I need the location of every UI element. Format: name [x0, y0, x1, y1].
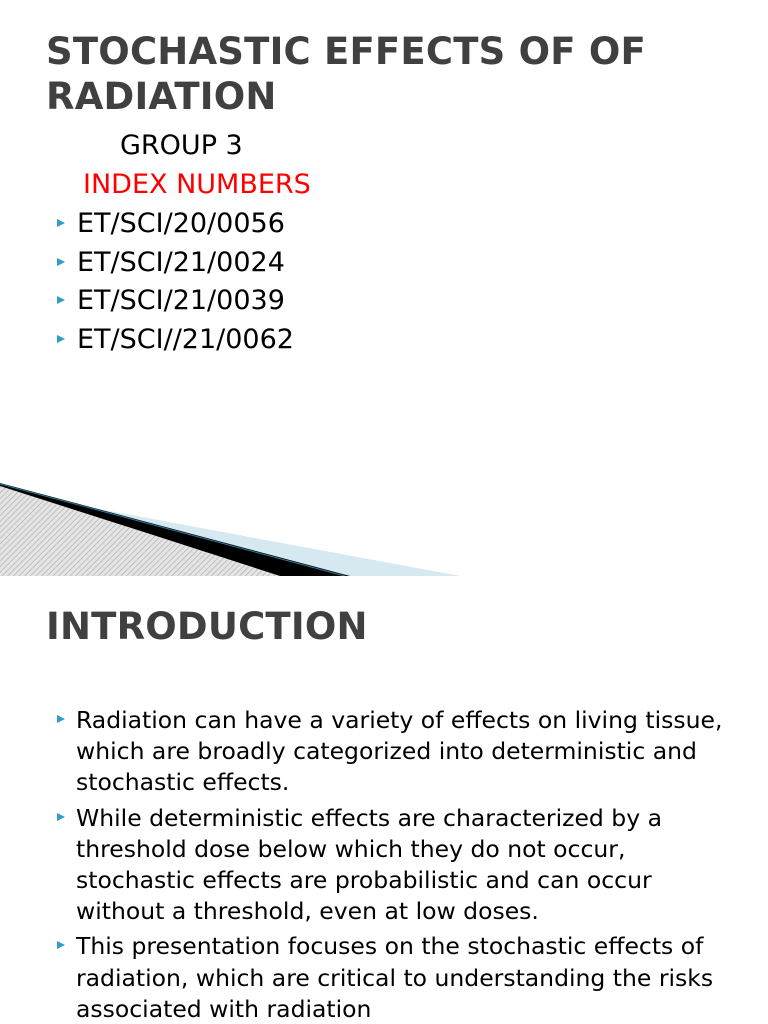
index-number: ET/SCI/21/0039	[77, 285, 285, 317]
slide-title: STOCHASTIC EFFECTS OF OF RADIATION	[46, 30, 646, 118]
index-number: ET/SCI/21/0024	[77, 246, 285, 278]
decorative-corner-swoosh	[0, 470, 460, 576]
list-item	[0, 245, 294, 284]
bullet-text: This presentation focuses on the stochastic effects of radiation, which are critical to understanding the risks associated with radiation	[76, 932, 714, 1023]
index-number: ET/SCI//21/0062	[77, 324, 294, 356]
index-number: ET/SCI/20/0056	[77, 208, 285, 239]
triangle-bullet-icon	[57, 258, 65, 266]
group-label: GROUP 3	[120, 130, 243, 161]
list-item	[0, 322, 294, 361]
list-item	[0, 803, 726, 928]
slide-title: INTRODUCTION	[46, 605, 368, 648]
triangle-bullet-icon	[57, 296, 65, 304]
list-item	[0, 206, 294, 245]
bullet-text: Radiation can have a variety of effects on living tissue, which are broadly categorized into deterministic and stochastic effects.	[76, 706, 723, 797]
bullet-text: While deterministic effects are characterized by a threshold dose below which they do not occur, stochastic effects are probabilistic and can occur without a threshold, even at low doses.	[76, 803, 662, 926]
triangle-bullet-icon	[57, 813, 65, 821]
triangle-bullet-icon	[57, 335, 65, 343]
index-numbers-heading: INDEX NUMBERS	[83, 169, 311, 200]
list-item	[0, 931, 726, 1024]
triangle-bullet-icon	[57, 941, 65, 949]
list-item	[0, 283, 294, 322]
list-item	[0, 705, 726, 799]
triangle-bullet-icon	[57, 219, 65, 227]
index-number-list	[0, 206, 294, 361]
triangle-bullet-icon	[57, 715, 65, 723]
introduction-slide	[0, 576, 768, 1024]
introduction-bullet-list	[0, 705, 768, 1024]
